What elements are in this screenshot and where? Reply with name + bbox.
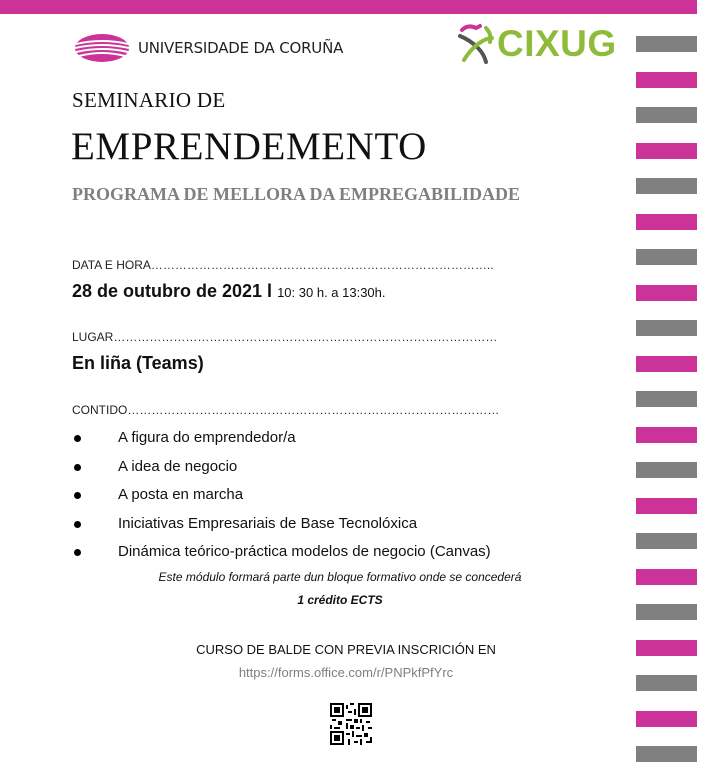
cixug-logo xyxy=(456,22,617,66)
registration-link[interactable]: https://forms.office.com/r/PNPkfPfYrc xyxy=(238,665,454,680)
magenta-stripe xyxy=(636,427,697,443)
content-list xyxy=(72,426,491,569)
cixug-logo-text: CIXUG xyxy=(497,23,617,64)
magenta-stripe xyxy=(636,711,697,727)
grey-stripe xyxy=(636,107,697,123)
list-item-text: Dinámica teórico-práctica modelos de negocio (Canvas) xyxy=(118,543,491,560)
magenta-stripe xyxy=(636,143,697,159)
registration-cta: CURSO DE BALDE CON PREVIA INSCRICIÓN EN xyxy=(196,642,496,657)
place-value: En liña (Teams) xyxy=(72,353,204,373)
side-stripes xyxy=(636,36,697,754)
grey-stripe xyxy=(636,320,697,336)
grey-stripe xyxy=(636,36,697,52)
bullet-icon xyxy=(74,464,81,471)
seminar-pretitle: SEMINARIO DE xyxy=(72,88,226,112)
date-text: 28 de outubro de 2021 l xyxy=(72,281,273,301)
date-label: DATA E HORA………………………………………………………………………….. xyxy=(72,258,494,272)
grey-stripe xyxy=(636,178,697,194)
magenta-stripe xyxy=(636,640,697,656)
cixug-emblem-icon xyxy=(456,22,496,66)
content-label: CONTIDO………………………………………………………………………………… xyxy=(72,403,500,417)
seminar-subtitle: PROGRAMA DE MELLORA DA EMPREGABILIDADE xyxy=(72,184,521,204)
list-item xyxy=(72,483,491,512)
place-label: LUGAR…………………………………………………………………………………… xyxy=(72,330,498,344)
grey-stripe xyxy=(636,533,697,549)
bullet-icon xyxy=(74,435,81,442)
magenta-stripe xyxy=(636,285,697,301)
seminar-title: EMPRENDEMENTO xyxy=(71,125,427,168)
list-item-text: A figura do emprendedor/a xyxy=(118,429,296,446)
magenta-stripe xyxy=(636,498,697,514)
qr-code-icon[interactable] xyxy=(330,703,372,745)
magenta-stripe xyxy=(636,356,697,372)
list-item xyxy=(72,455,491,484)
udc-logo xyxy=(74,33,343,63)
ects-note-line2: 1 crédito ECTS xyxy=(297,593,383,607)
grey-stripe xyxy=(636,462,697,478)
grey-stripe xyxy=(636,249,697,265)
top-accent-bar xyxy=(0,0,697,14)
grey-stripe xyxy=(636,391,697,407)
bullet-icon xyxy=(74,521,81,528)
bullet-icon xyxy=(74,492,81,499)
date-value xyxy=(72,281,386,302)
list-item-text: A posta en marcha xyxy=(118,486,244,503)
magenta-stripe xyxy=(636,569,697,585)
grey-stripe xyxy=(636,746,697,762)
magenta-stripe xyxy=(636,214,697,230)
udc-emblem-icon xyxy=(74,33,130,63)
list-item-text: Iniciativas Empresariais de Base Tecnolóxica xyxy=(118,514,418,532)
bullet-icon xyxy=(74,549,81,556)
list-item xyxy=(72,512,491,541)
list-item xyxy=(72,540,491,569)
grey-stripe xyxy=(636,675,697,691)
list-item xyxy=(72,426,491,455)
time-text: 10: 30 h. a 13:30h. xyxy=(277,285,386,300)
udc-logo-text: UNIVERSIDADE DA CORUÑA xyxy=(138,39,344,57)
magenta-stripe xyxy=(636,72,697,88)
grey-stripe xyxy=(636,604,697,620)
list-item-text: A idea de negocio xyxy=(118,457,238,475)
ects-note-line1: Este módulo formará parte dun bloque formativo onde se concederá xyxy=(158,570,522,584)
